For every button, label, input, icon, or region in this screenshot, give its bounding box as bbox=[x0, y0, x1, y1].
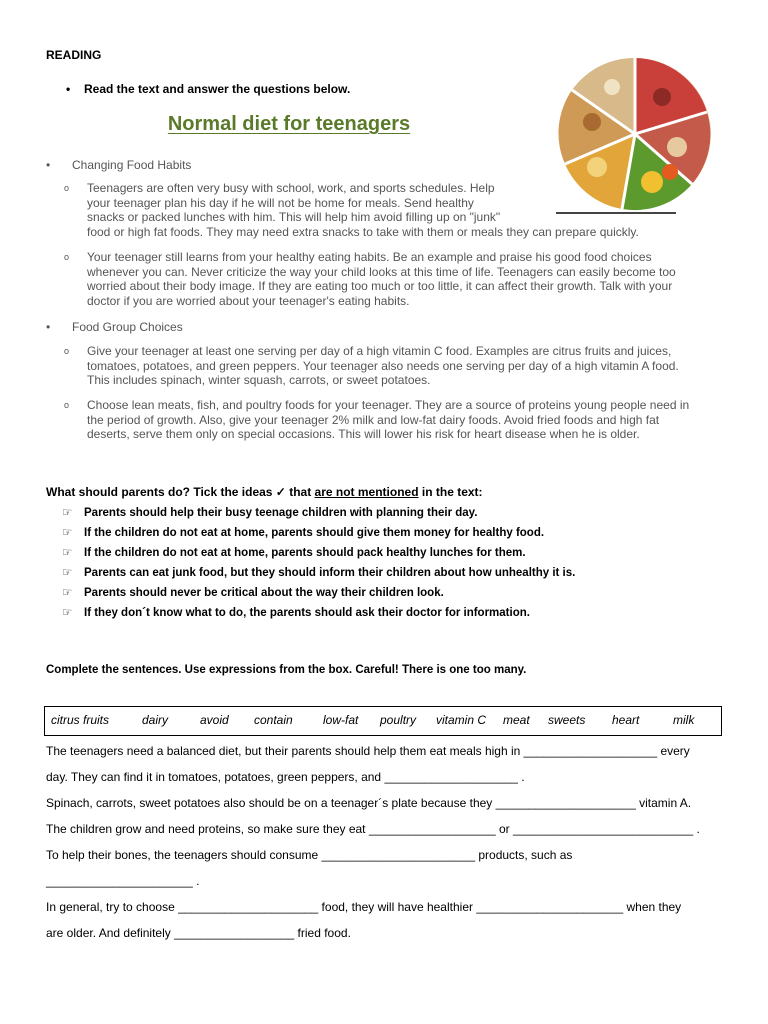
list-item-text: If the children do not eat at home, parents should pack healthy lunches for them. bbox=[84, 547, 526, 559]
question-text: in the text: bbox=[418, 485, 483, 499]
word-box bbox=[44, 706, 722, 736]
question-1-heading bbox=[46, 485, 483, 499]
list-item-text: Parents should never be critical about the way their children look. bbox=[84, 587, 444, 599]
box-word: contain bbox=[254, 713, 293, 727]
tick-list bbox=[62, 503, 575, 623]
instruction-text: Read the text and answer the questions below. bbox=[84, 82, 351, 96]
text-line: Choose lean meats, fish, and poultry foods for your teenager. They are a source of proteins young people need in bbox=[87, 398, 690, 412]
text-line: doctor if you are worried about your teenager's eating habits. bbox=[87, 293, 410, 308]
reading-heading: READING bbox=[46, 48, 102, 62]
text-line: Give your teenager at least one serving per day of a high vitamin C food. Examples are citrus fruits and juices, bbox=[87, 344, 672, 358]
list-item[interactable] bbox=[62, 583, 575, 603]
text-line: whenever you can. Never criticize the way your child looks at this time of life. Teenagers can easily become too bbox=[87, 264, 676, 279]
text-line: worried about their body image. If they are eating too much or too little, it can affect their growth. Talk with your bbox=[87, 279, 673, 293]
text-line: Teenagers are often very busy with school, work, and sports schedules. Help bbox=[87, 181, 495, 195]
sub-bullet-marker: o bbox=[64, 400, 70, 410]
sentence-line: Spinach, carrots, sweet potatoes also should be on a teenager´s plate because they _____________________ vitamin A. bbox=[46, 796, 692, 810]
bullet-marker: • bbox=[46, 158, 51, 172]
box-word: dairy bbox=[142, 713, 169, 727]
list-item-text: If they don´t know what to do, the parents should ask their doctor for information. bbox=[84, 607, 530, 619]
sub-bullet-marker: o bbox=[64, 183, 70, 193]
list-item-text: Parents can eat junk food, but they should inform their children about how unhealthy it is. bbox=[84, 567, 576, 579]
paragraph-text bbox=[87, 344, 727, 388]
sentence-line: The teenagers need a balanced diet, but their parents should help them eat meals high in ____________________ every bbox=[46, 744, 690, 758]
question-underlined: are not mentioned bbox=[314, 485, 419, 499]
pointing-hand-icon: ☞ bbox=[62, 567, 73, 579]
bullet-marker: • bbox=[66, 82, 71, 96]
box-word: avoid bbox=[200, 713, 229, 727]
text-line: deserts, serve them only on special occasions. This will lower his risk for heart disease when he is older. bbox=[87, 427, 640, 441]
text-line: your teenager plan his day if he will not be home for meals. Send healthy bbox=[87, 195, 474, 210]
list-item[interactable] bbox=[62, 563, 575, 583]
box-word: low-fat bbox=[323, 713, 359, 727]
section-heading-label: Changing Food Habits bbox=[72, 158, 192, 172]
list-item[interactable] bbox=[62, 523, 575, 543]
list-item[interactable] bbox=[62, 543, 575, 563]
text-line: food or high fat foods. They may need extra snacks to take with them or meals they can prepare quickly. bbox=[87, 224, 639, 239]
paragraph-text bbox=[87, 181, 727, 239]
box-word: meat bbox=[503, 713, 530, 727]
box-word: heart bbox=[612, 713, 640, 727]
bullet-marker: • bbox=[46, 320, 51, 334]
question-2-instruction: Complete the sentences. Use expressions from the box. Careful! There is one too many. bbox=[46, 664, 527, 676]
sentence-line: ______________________ . bbox=[46, 874, 200, 888]
pointing-hand-icon: ☞ bbox=[62, 607, 73, 619]
pointing-hand-icon: ☞ bbox=[62, 547, 73, 559]
paragraph-text bbox=[87, 250, 727, 308]
list-item[interactable] bbox=[62, 603, 575, 623]
box-word: sweets bbox=[548, 713, 586, 727]
box-word: poultry bbox=[380, 713, 417, 727]
list-item-text: Parents should help their busy teenage children with planning their day. bbox=[84, 507, 478, 519]
sentence-line: The children grow and need proteins, so make sure they eat ___________________ or ___________________________ . bbox=[46, 822, 700, 836]
pointing-hand-icon: ☞ bbox=[62, 507, 73, 519]
sentence-line: In general, try to choose _____________________ food, they will have healthier ______________________ when they bbox=[46, 900, 682, 914]
box-word: citrus fruits bbox=[51, 713, 110, 727]
paragraph-text bbox=[87, 398, 737, 442]
sentence-line: day. They can find it in tomatoes, potatoes, green peppers, and ____________________ . bbox=[46, 770, 525, 784]
section-heading-changing-habits bbox=[46, 158, 191, 173]
question-text: What should parents do? Tick the ideas ✓ that bbox=[46, 485, 315, 499]
text-line: snacks or packed lunches with him. This will help him avoid filling up on "junk" bbox=[87, 210, 501, 224]
section-heading-label: Food Group Choices bbox=[72, 320, 183, 334]
sub-bullet-marker: o bbox=[64, 346, 70, 356]
pointing-hand-icon: ☞ bbox=[62, 527, 73, 539]
section-heading-food-groups bbox=[46, 320, 183, 335]
sentence-line: are older. And definitely __________________ fried food. bbox=[46, 926, 351, 940]
text-line: tomatoes, potatoes, and green peppers. Your teenager also needs one serving per day of a high vitamin A food. bbox=[87, 358, 679, 373]
sentence-line: To help their bones, the teenagers should consume _______________________ products, such as bbox=[46, 848, 573, 862]
sub-bullet-marker: o bbox=[64, 252, 70, 262]
list-item[interactable] bbox=[62, 503, 575, 523]
instruction bbox=[66, 82, 350, 96]
text-line: This includes spinach, winter squash, carrots, or sweet potatoes. bbox=[87, 373, 431, 387]
box-word: vitamin C bbox=[436, 713, 487, 727]
pointing-hand-icon: ☞ bbox=[62, 587, 73, 599]
page-title: Normal diet for teenagers bbox=[167, 113, 411, 135]
text-line: Your teenager still learns from your healthy eating habits. Be an example and praise his good food choices bbox=[87, 250, 652, 264]
box-word: milk bbox=[673, 713, 695, 727]
list-item-text: If the children do not eat at home, parents should give them money for healthy food. bbox=[84, 527, 545, 539]
text-line: the period of growth. Also, give your teenager 2% milk and low-fat dairy foods. Avoid fried foods and high fat bbox=[87, 412, 660, 427]
